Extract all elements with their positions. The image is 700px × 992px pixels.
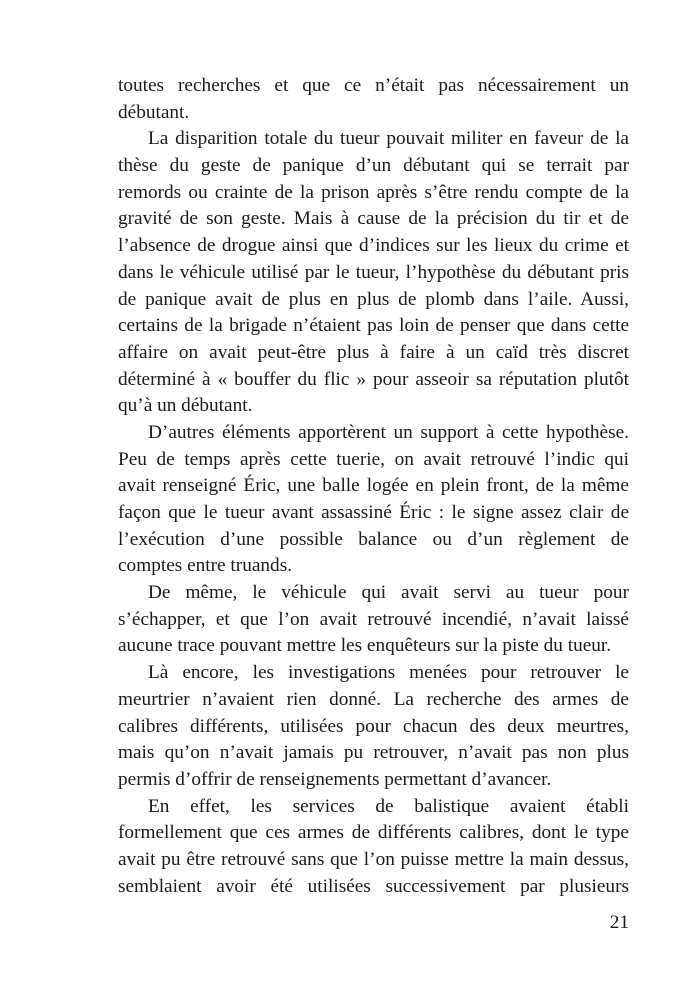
text-line: avait pu être retrouvé sans que l’on puisse mettre la main dessus,	[118, 848, 629, 870]
text-line: toutes recherches et que ce n’était pas nécessairement un	[118, 75, 629, 96]
text-line: meurtrier n’avaient rien donné. La recherche des armes de	[118, 688, 629, 710]
text-line: semblaient avoir été utilisées successivement par plusieurs	[118, 875, 629, 897]
text-line: affaire on avait peut-être plus à faire à un caïd très discret	[118, 341, 629, 363]
paragraph	[118, 580, 629, 660]
text-line: comptes entre truands.	[118, 555, 293, 577]
body-text	[118, 73, 629, 900]
text-line: s’échapper, et que l’on avait retrouvé incendié, n’avait laissé	[118, 608, 629, 630]
paragraph	[118, 126, 629, 420]
text-line: permis d’offrir de renseignements permettant d’avancer.	[118, 768, 552, 790]
paragraph	[118, 660, 629, 793]
paragraph	[118, 794, 629, 901]
text-line: déterminé à « bouffer du flic » pour asseoir sa réputation plutôt	[118, 368, 629, 390]
paragraph	[118, 73, 629, 126]
text-line: thèse du geste de panique d’un débutant qui se terrait par	[118, 155, 629, 177]
text-line: En effet, les services de balistique avaient établi	[148, 795, 629, 817]
text-line: D’autres éléments apportèrent un support à cette hypothèse.	[148, 421, 629, 443]
text-line: dans le véhicule utilisé par le tueur, l’hypothèse du débutant pris	[118, 261, 629, 283]
text-line: La disparition totale du tueur pouvait militer en faveur de la	[148, 128, 629, 150]
text-line: gravité de son geste. Mais à cause de la précision du tir et de	[118, 208, 629, 230]
text-line: débutant.	[118, 101, 190, 123]
text-line: certains de la brigade n’étaient pas loin de penser que dans cette	[118, 315, 629, 337]
text-line: de panique avait de plus en plus de plomb dans l’aile. Aussi,	[118, 288, 629, 310]
text-line: Peu de temps après cette tuerie, on avait retrouvé l’indic qui	[118, 448, 629, 470]
text-line: Là encore, les investigations menées pour retrouver le	[148, 662, 629, 684]
text-line: façon que le tueur avant assassiné Éric : le signe assez clair de	[118, 502, 629, 523]
page-number: 21	[609, 912, 629, 933]
text-line: mais qu’on n’avait jamais pu retrouver, n’avait pas non plus	[118, 742, 629, 764]
text-line: avait renseigné Éric, une balle logée en plein front, de la même	[118, 475, 629, 497]
paragraph	[118, 420, 629, 580]
text-line: remords ou crainte de la prison après s’être rendu compte de la	[118, 181, 629, 203]
text-line: l’absence de drogue ainsi que d’indices sur les lieux du crime et	[118, 235, 629, 257]
text-line: calibres différents, utilisées pour chacun des deux meurtres,	[118, 715, 629, 737]
text-line: aucune trace pouvant mettre les enquêteurs sur la piste du tueur.	[118, 635, 612, 657]
text-line: De même, le véhicule qui avait servi au tueur pour	[148, 582, 629, 604]
text-line: l’exécution d’une possible balance ou d’un règlement de	[118, 528, 629, 550]
text-line: formellement que ces armes de différents calibres, dont le type	[118, 822, 629, 844]
text-line: qu’à un débutant.	[118, 395, 253, 417]
